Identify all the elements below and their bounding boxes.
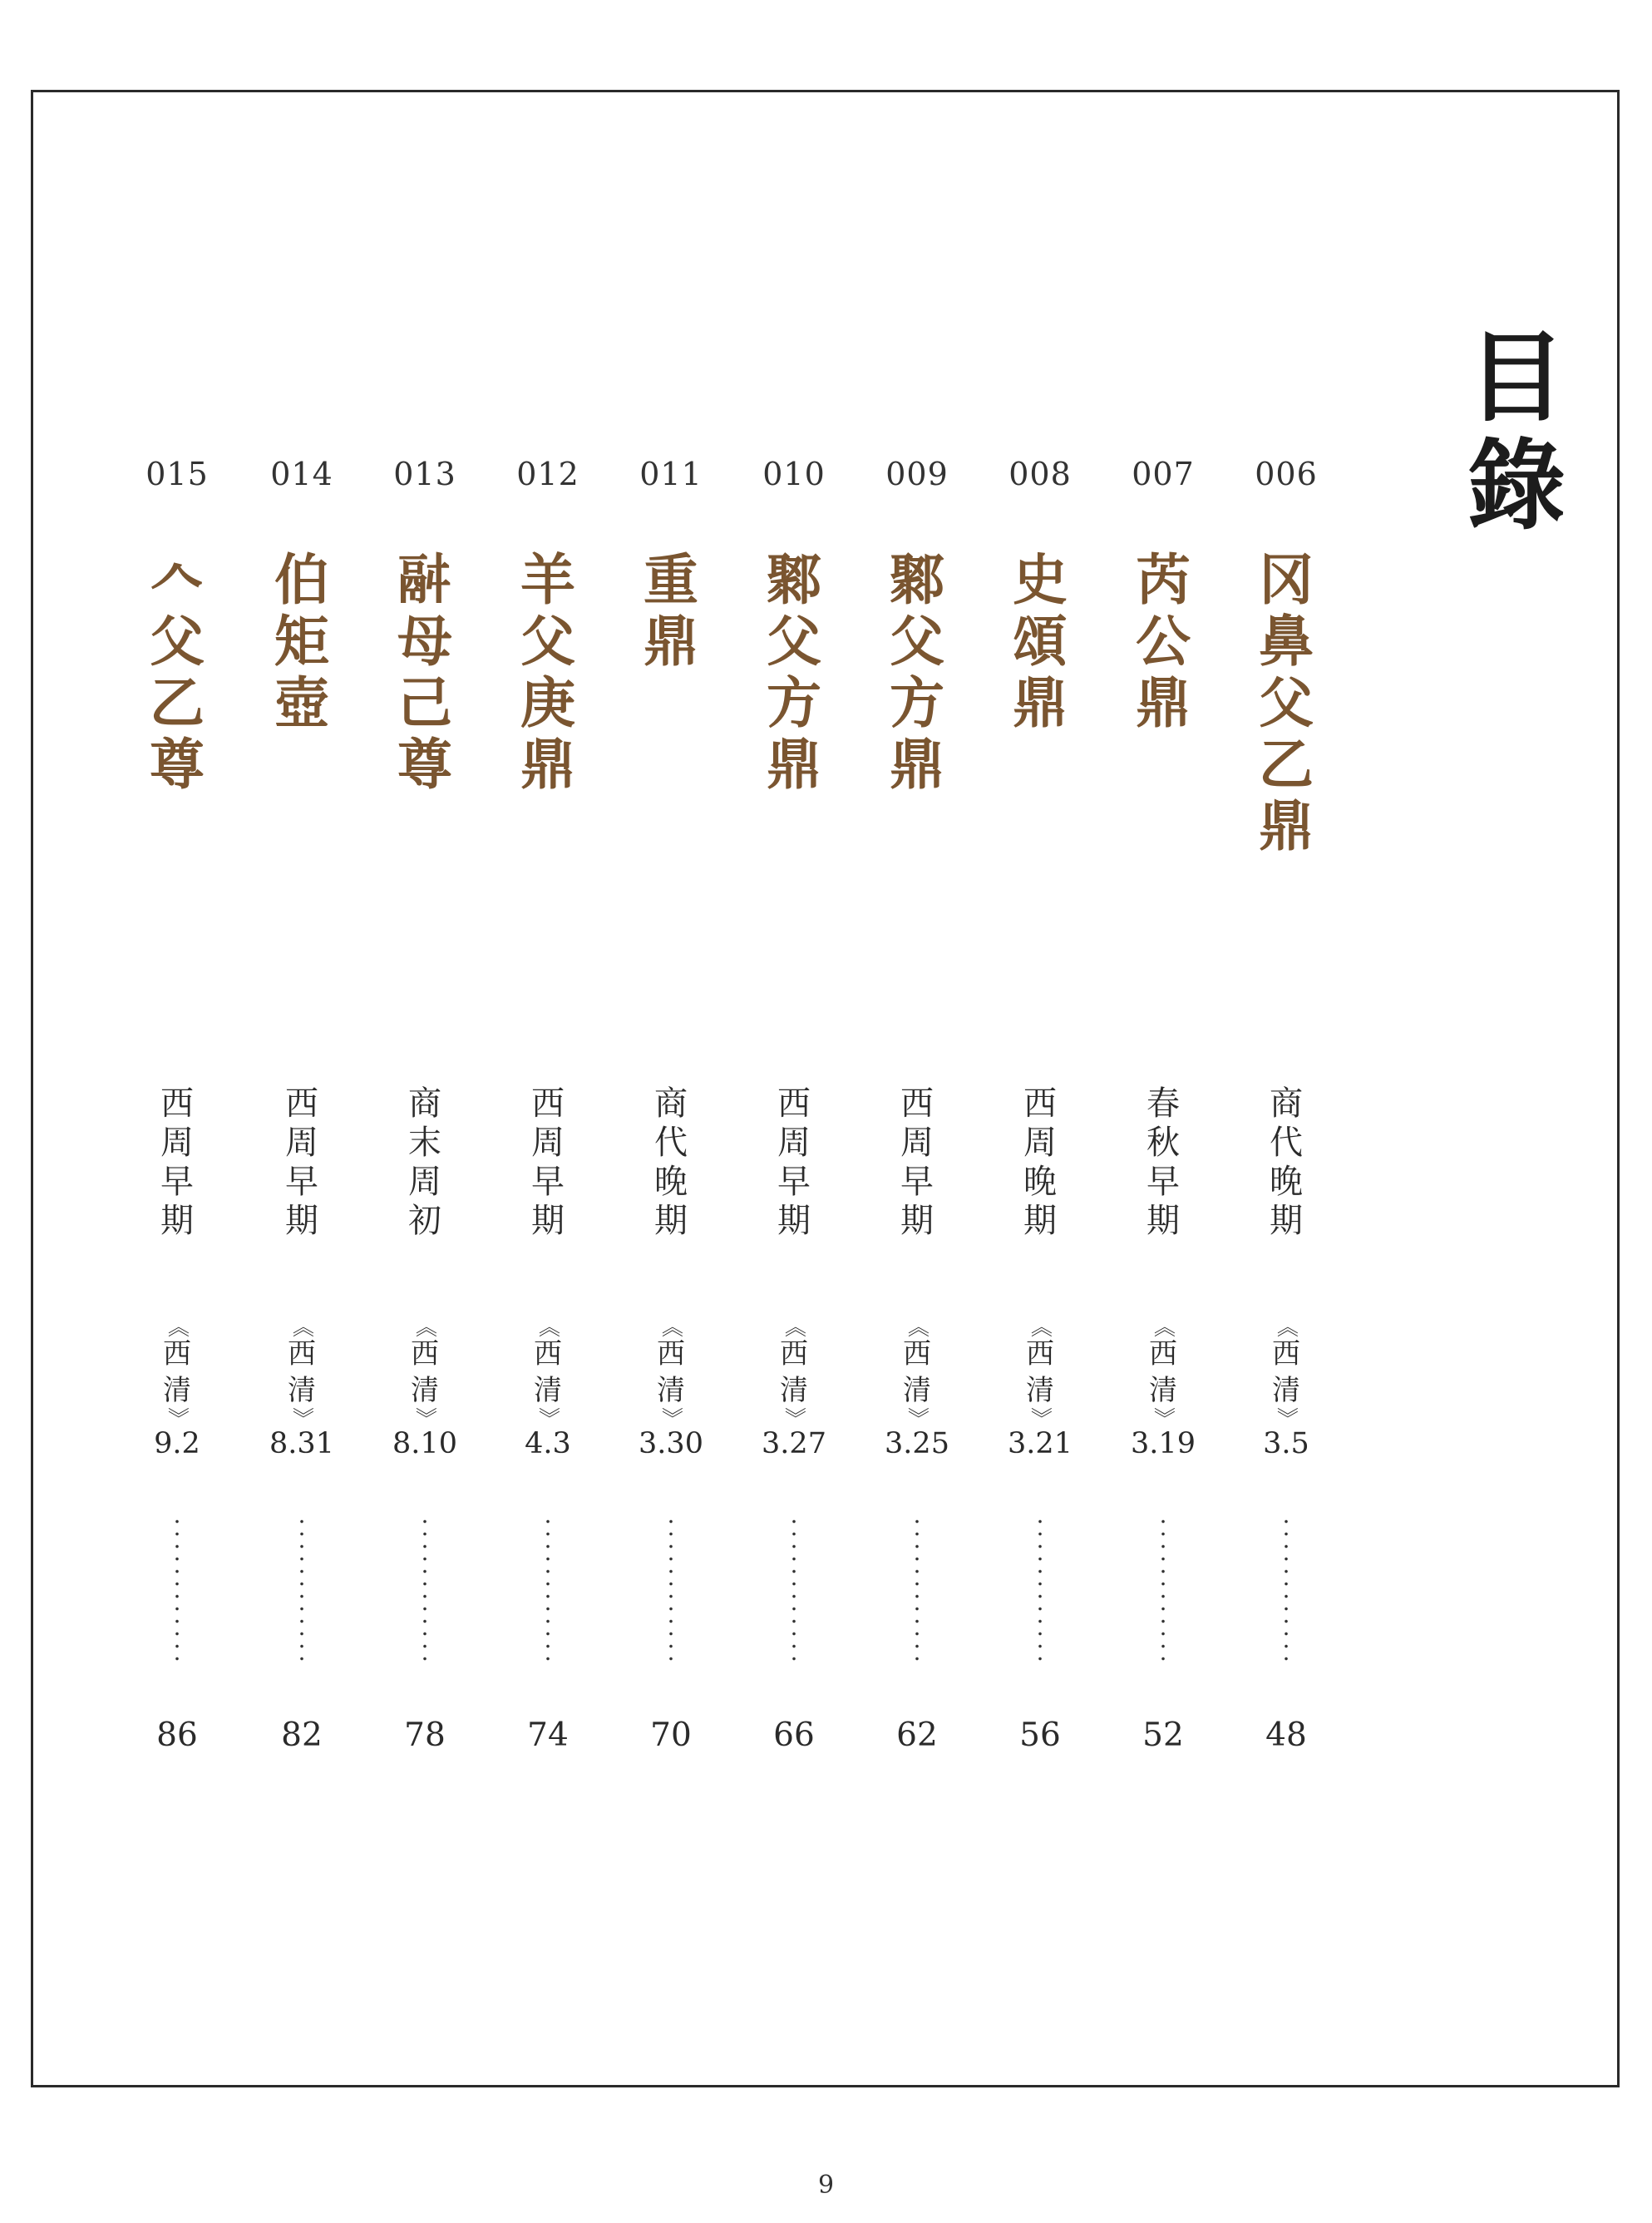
entry-source-char: 》 bbox=[782, 1406, 806, 1429]
entry-period-char: 期 bbox=[900, 1202, 934, 1240]
entry-page: 66 bbox=[773, 1717, 815, 1754]
entry-source-char: 西 bbox=[903, 1337, 931, 1371]
entry-name-char: 冈 bbox=[1259, 547, 1314, 612]
entry-name-char: 鼎 bbox=[520, 732, 575, 797]
title-char: 錄 bbox=[1467, 427, 1566, 543]
entry-period bbox=[1117, 1084, 1209, 1241]
entry-source-char: 》 bbox=[535, 1406, 560, 1429]
entry-period-char: 早 bbox=[285, 1163, 318, 1201]
entry-name-char: 父 bbox=[767, 609, 821, 674]
leader-dots bbox=[300, 1515, 303, 1665]
entry-period bbox=[1240, 1084, 1332, 1241]
entry-source-char: 《 bbox=[658, 1315, 683, 1337]
entry-name-char: 伯 bbox=[274, 547, 329, 612]
leader-dots bbox=[915, 1515, 919, 1665]
entry-period-char: 期 bbox=[654, 1202, 688, 1240]
toc-entry[interactable] bbox=[379, 0, 471, 1830]
entry-source-char: 西 bbox=[780, 1337, 808, 1371]
entry-page: 70 bbox=[650, 1717, 692, 1754]
toc-entry[interactable] bbox=[625, 0, 717, 1830]
entry-period-char: 商 bbox=[1270, 1084, 1303, 1123]
entry-source bbox=[748, 1317, 840, 1427]
page-title bbox=[1467, 319, 1566, 543]
entry-name-char: 乙 bbox=[1259, 732, 1314, 797]
entry-number: 009 bbox=[885, 456, 949, 492]
entry-source-char: 《 bbox=[535, 1315, 560, 1337]
entry-page: 86 bbox=[156, 1717, 198, 1754]
entry-period-char: 末 bbox=[408, 1124, 441, 1162]
entry-period-char: 晚 bbox=[1023, 1163, 1057, 1201]
entry-name bbox=[994, 549, 1086, 734]
entry-number: 007 bbox=[1132, 456, 1195, 492]
toc-entry[interactable] bbox=[871, 0, 963, 1830]
entry-period-char: 周 bbox=[285, 1124, 318, 1162]
entry-name-char: 羊 bbox=[520, 547, 575, 612]
entry-source-char: 西 bbox=[1149, 1337, 1177, 1371]
entry-name-char: 重 bbox=[644, 547, 698, 612]
entry-name-char: 乙 bbox=[150, 670, 205, 735]
entry-source-char: 清 bbox=[1272, 1374, 1300, 1407]
entry-name-char: 公 bbox=[1136, 609, 1191, 674]
entry-name-char: 鄹 bbox=[890, 547, 944, 612]
entry-source-char: 西 bbox=[1026, 1337, 1054, 1371]
entry-source bbox=[1240, 1317, 1332, 1427]
entry-source-char: 清 bbox=[903, 1374, 931, 1407]
entry-period-char: 期 bbox=[285, 1202, 318, 1240]
entry-source-char: 西 bbox=[534, 1337, 562, 1371]
toc-entry[interactable] bbox=[131, 0, 223, 1830]
entry-name-char: 方 bbox=[767, 670, 821, 735]
entry-period bbox=[994, 1084, 1086, 1241]
toc-entry[interactable] bbox=[1117, 0, 1209, 1830]
entry-period-char: 期 bbox=[1023, 1202, 1057, 1240]
entry-source-char: 《 bbox=[1274, 1315, 1299, 1337]
entry-volume: 3.25 bbox=[885, 1427, 949, 1460]
entry-source bbox=[1117, 1317, 1209, 1427]
entry-period bbox=[379, 1084, 471, 1241]
entry-source bbox=[502, 1317, 594, 1427]
entry-name-char: 芮 bbox=[1136, 547, 1191, 612]
toc-entry[interactable] bbox=[256, 0, 348, 1830]
entry-name bbox=[379, 549, 471, 795]
entry-source bbox=[625, 1317, 717, 1427]
entry-period-char: 西 bbox=[900, 1084, 934, 1123]
entry-source-char: 西 bbox=[1272, 1337, 1300, 1371]
entry-volume: 8.10 bbox=[392, 1427, 457, 1460]
toc-entry[interactable] bbox=[748, 0, 840, 1830]
entry-source-char: 清 bbox=[411, 1374, 439, 1407]
entry-name-char: 鼎 bbox=[767, 732, 821, 797]
entry-period-char: 早 bbox=[531, 1163, 565, 1201]
title-char: 目 bbox=[1467, 319, 1566, 435]
entry-period-char: 期 bbox=[777, 1202, 811, 1240]
entry-period bbox=[502, 1084, 594, 1241]
entry-source bbox=[256, 1317, 348, 1427]
entry-source-char: 西 bbox=[411, 1337, 439, 1371]
entry-period bbox=[131, 1084, 223, 1241]
entry-period bbox=[625, 1084, 717, 1241]
entry-source bbox=[994, 1317, 1086, 1427]
entry-name-char: 尊 bbox=[397, 732, 452, 797]
leader-dots bbox=[423, 1515, 427, 1665]
entry-period bbox=[871, 1084, 963, 1241]
leader-dots bbox=[546, 1515, 550, 1665]
entry-page: 52 bbox=[1142, 1717, 1184, 1754]
entry-period-char: 周 bbox=[1023, 1124, 1057, 1162]
entry-volume: 3.19 bbox=[1131, 1427, 1196, 1460]
entry-number: 011 bbox=[639, 456, 703, 492]
entry-source-char: 《 bbox=[1151, 1315, 1176, 1337]
entry-period-char: 晚 bbox=[1270, 1163, 1303, 1201]
entry-number: 012 bbox=[516, 456, 579, 492]
entry-period-char: 代 bbox=[1270, 1124, 1303, 1162]
entry-source-char: 《 bbox=[412, 1315, 437, 1337]
entry-source-char: 西 bbox=[288, 1337, 316, 1371]
entry-name-char: 方 bbox=[890, 670, 944, 735]
entry-volume: 4.3 bbox=[525, 1427, 571, 1460]
entry-period-char: 早 bbox=[900, 1163, 934, 1201]
entry-name bbox=[748, 549, 840, 795]
entry-source-char: 》 bbox=[412, 1406, 437, 1429]
entry-name-char: 父 bbox=[890, 609, 944, 674]
entry-period-char: 早 bbox=[1147, 1163, 1180, 1201]
leader-dots bbox=[175, 1515, 179, 1665]
entry-period-char: 期 bbox=[1147, 1202, 1180, 1240]
entry-name-char: 父 bbox=[520, 609, 575, 674]
entry-page: 82 bbox=[281, 1717, 323, 1754]
entry-source bbox=[379, 1317, 471, 1427]
entry-source-char: 《 bbox=[905, 1315, 930, 1337]
entry-period-char: 期 bbox=[1270, 1202, 1303, 1240]
leader-dots bbox=[1161, 1515, 1165, 1665]
entry-name bbox=[131, 549, 223, 795]
entry-period-char: 西 bbox=[160, 1084, 194, 1123]
leader-dots bbox=[1285, 1515, 1288, 1665]
entry-page: 56 bbox=[1019, 1717, 1061, 1754]
entry-source-char: 》 bbox=[658, 1406, 683, 1429]
toc-entry[interactable] bbox=[502, 0, 594, 1830]
entry-source bbox=[871, 1317, 963, 1427]
entry-volume: 3.21 bbox=[1008, 1427, 1073, 1460]
entry-period-char: 周 bbox=[900, 1124, 934, 1162]
entry-source-char: 》 bbox=[1151, 1406, 1176, 1429]
entry-period-char: 周 bbox=[777, 1124, 811, 1162]
entry-period-char: 西 bbox=[531, 1084, 565, 1123]
entry-name bbox=[1117, 549, 1209, 734]
entry-period-char: 春 bbox=[1147, 1084, 1180, 1123]
entry-source-char: 《 bbox=[165, 1315, 190, 1337]
entry-source-char: 《 bbox=[782, 1315, 806, 1337]
entry-period-char: 西 bbox=[285, 1084, 318, 1123]
entry-name-char: 矩 bbox=[274, 609, 329, 674]
leader-dots bbox=[1038, 1515, 1042, 1665]
entry-number: 010 bbox=[762, 456, 826, 492]
entry-name-char: 庚 bbox=[520, 670, 575, 735]
entry-volume: 9.2 bbox=[154, 1427, 200, 1460]
entry-period-char: 秋 bbox=[1147, 1124, 1180, 1162]
entry-name bbox=[625, 549, 717, 672]
entry-period-char: 初 bbox=[408, 1202, 441, 1240]
entry-period bbox=[748, 1084, 840, 1241]
entry-name-char: 鼎 bbox=[1136, 670, 1191, 735]
entry-page: 78 bbox=[404, 1717, 446, 1754]
entry-name-char: 父 bbox=[150, 609, 205, 674]
entry-period-char: 早 bbox=[777, 1163, 811, 1201]
entry-period-char: 商 bbox=[654, 1084, 688, 1123]
entry-volume: 3.5 bbox=[1263, 1427, 1309, 1460]
entry-period-char: 期 bbox=[160, 1202, 194, 1240]
entry-period bbox=[256, 1084, 348, 1241]
entry-volume: 3.27 bbox=[762, 1427, 826, 1460]
entry-source-char: 西 bbox=[163, 1337, 191, 1371]
entry-name bbox=[871, 549, 963, 795]
entry-volume: 8.31 bbox=[269, 1427, 334, 1460]
entry-number: 008 bbox=[1008, 456, 1072, 492]
entry-period-char: 期 bbox=[531, 1202, 565, 1240]
entry-period-char: 代 bbox=[654, 1124, 688, 1162]
leader-dots bbox=[669, 1515, 673, 1665]
folio-number: 9 bbox=[817, 2171, 835, 2200]
entry-volume: 3.30 bbox=[639, 1427, 703, 1460]
entry-name-char: 己 bbox=[397, 670, 452, 735]
entry-page: 62 bbox=[896, 1717, 938, 1754]
entry-name-char: 鼻 bbox=[1259, 609, 1314, 674]
entry-source-char: 《 bbox=[1028, 1315, 1053, 1337]
entry-source-char: 》 bbox=[1028, 1406, 1053, 1429]
entry-name-char: 父 bbox=[1259, 670, 1314, 735]
toc-entry[interactable] bbox=[994, 0, 1086, 1830]
entry-source bbox=[131, 1317, 223, 1427]
entry-page: 48 bbox=[1265, 1717, 1307, 1754]
entry-source-char: 清 bbox=[288, 1374, 316, 1407]
entry-name-char: 鄹 bbox=[767, 547, 821, 612]
entry-source-char: 》 bbox=[165, 1406, 190, 1429]
entry-name-char: 史 bbox=[1013, 547, 1068, 612]
entry-name-char: 鼎 bbox=[1259, 793, 1314, 858]
entry-source-char: 清 bbox=[163, 1374, 191, 1407]
entry-name-char: 尊 bbox=[150, 732, 205, 797]
entry-source-char: 《 bbox=[289, 1315, 314, 1337]
entry-source-char: 清 bbox=[657, 1374, 685, 1407]
entry-period-char: 周 bbox=[408, 1163, 441, 1201]
entry-period-char: 晚 bbox=[654, 1163, 688, 1201]
entry-period-char: 西 bbox=[1023, 1084, 1057, 1123]
entry-source-char: 》 bbox=[1274, 1406, 1299, 1429]
entry-source-char: 清 bbox=[534, 1374, 562, 1407]
entry-number: 015 bbox=[145, 456, 209, 492]
entry-period-char: 西 bbox=[777, 1084, 811, 1123]
entry-page: 74 bbox=[527, 1717, 569, 1754]
entry-source-char: 》 bbox=[905, 1406, 930, 1429]
entry-number: 006 bbox=[1255, 456, 1318, 492]
leader-dots bbox=[792, 1515, 796, 1665]
entry-name-char: 壺 bbox=[274, 670, 329, 735]
entry-name-char: 母 bbox=[397, 609, 452, 674]
entry-name-char: 鼎 bbox=[644, 609, 698, 674]
entry-name bbox=[1240, 549, 1332, 857]
entry-number: 014 bbox=[270, 456, 333, 492]
entry-name-char: 鼎 bbox=[1013, 670, 1068, 735]
entry-period-char: 周 bbox=[531, 1124, 565, 1162]
entry-source-char: 》 bbox=[289, 1406, 314, 1429]
toc-entry[interactable] bbox=[1240, 0, 1332, 1830]
entry-number: 013 bbox=[393, 456, 456, 492]
entry-name-char: 𩰫 bbox=[397, 547, 452, 612]
entry-name-char: 鼎 bbox=[890, 732, 944, 797]
entry-period-char: 周 bbox=[160, 1124, 194, 1162]
entry-name-char: 𠆢 bbox=[150, 547, 205, 612]
entry-name bbox=[256, 549, 348, 734]
entry-period-char: 商 bbox=[408, 1084, 441, 1123]
entry-source-char: 西 bbox=[657, 1337, 685, 1371]
entry-name bbox=[502, 549, 594, 795]
entry-source-char: 清 bbox=[1149, 1374, 1177, 1407]
entry-source-char: 清 bbox=[780, 1374, 808, 1407]
entry-source-char: 清 bbox=[1026, 1374, 1054, 1407]
entry-period-char: 早 bbox=[160, 1163, 194, 1201]
entry-name-char: 頌 bbox=[1013, 609, 1068, 674]
